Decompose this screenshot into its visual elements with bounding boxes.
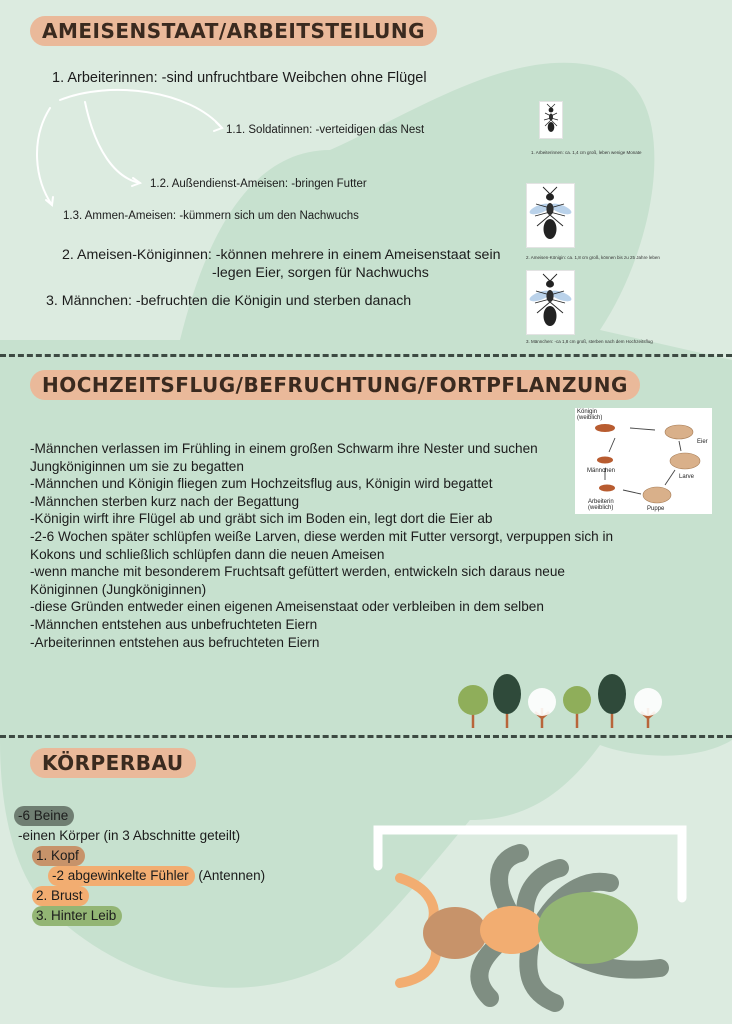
legs-item: -6 Beine [14,806,74,826]
reproduction-text: -Männchen verlassen im Frühling in einem großen Schwarm ihre Nester und suchen Jungköniginnen um sie zu begatten -Männchen und Königin fliegen zum Hochzeitsflug aus, Königin wird begattet -Männchen sterben kurz nach der Begattung -Königin wirft ihre Flügel ab und gräbt sich im Boden ein, legt dort die Eier ab -2-6 Wochen später schlüpfen weiße Larven, diese werden mit Futter versorgt, verpuppen sich in Kokons und schließlich schlüpfen dann die neuen Ameisen -wenn manche mit besonderem Fruchtsaft gefüttert werden, entwickeln sich daraus neue Königinnen (Jungköniginnen) -diese Gründen entweder einen eigenen Ameisenstaat oder verbleiben in dem selben -Männchen entstehen aus unbefruchteten Eiern -Arbeiterinnen entstehen aus befruchteten Eiern [30,441,614,650]
section-divider [0,354,732,357]
male-ant-image [526,270,575,335]
body-item: -einen Körper (in 3 Abschnitte geteilt) [18,828,241,843]
queens-line-1: 2. Ameisen-Königinnen: -können mehrere in einem Ameisenstaat sein [62,247,501,263]
abdomen-item: 3. Hinter Leib [32,906,122,926]
nurses-line: 1.3. Ammen-Ameisen: -kümmern sich um den Nachwuchs [63,210,359,222]
cycle-label-worker: Arbeiterin (weiblich) [588,499,614,511]
ant-icon [540,102,562,138]
worker-caption: 1. Arbeiterinnen: ca. 1,4 cm groß, leben wenige Monate [531,150,642,155]
antennae-item: -2 abgewinkelte Fühler [48,866,195,886]
foragers-line: 1.2. Außendienst-Ameisen: -bringen Futter [150,178,367,190]
males-line: 3. Männchen: -befruchten die Königin und sterben danach [46,293,412,309]
section-title-ameisenstaat: AMEISENSTAAT/ARBEITSTEILUNG [30,16,437,46]
ant-icon [527,271,574,334]
body-structure-list [18,806,265,926]
cycle-label-larva: Larve [679,474,695,480]
queen-ant-image [526,183,575,248]
antennae-note: (Antennen) [194,868,266,883]
section-title-koerperbau: KÖRPERBAU [30,748,196,778]
head-item: 1. Kopf [32,846,85,866]
cycle-label-pupa: Puppe [647,506,665,512]
queen-caption: 2. Ameisen-Königin: ca. 1,8 cm groß, können bis zu 25 Jahre leben [526,255,660,260]
queens-line-2: -legen Eier, sorgen für Nachwuchs [212,265,429,281]
cycle-label-male: Männchen [587,468,616,474]
section-title-hochzeitsflug: HOCHZEITSFLUG/BEFRUCHTUNG/FORTPFLANZUNG [30,370,640,400]
hierarchy-arrows [0,0,732,240]
section-divider [0,735,732,738]
trees-decoration [455,672,670,734]
thorax-item: 2. Brust [32,886,89,906]
ant-body-diagram [360,818,700,1018]
soldiers-line: 1.1. Soldatinnen: -verteidigen das Nest [226,124,425,136]
ant-icon [527,184,574,247]
workers-line: 1. Arbeiterinnen: -sind unfruchtbare Weibchen ohne Flügel [52,70,427,86]
male-caption: 3. Männchen: -ca 1,8 cm groß, sterben nach dem Hochzeitsflug [526,339,653,344]
cycle-label-queen: Königin (weiblich) [577,409,603,421]
cycle-label-eggs: Eier [697,439,708,445]
worker-ant-image [539,101,563,139]
